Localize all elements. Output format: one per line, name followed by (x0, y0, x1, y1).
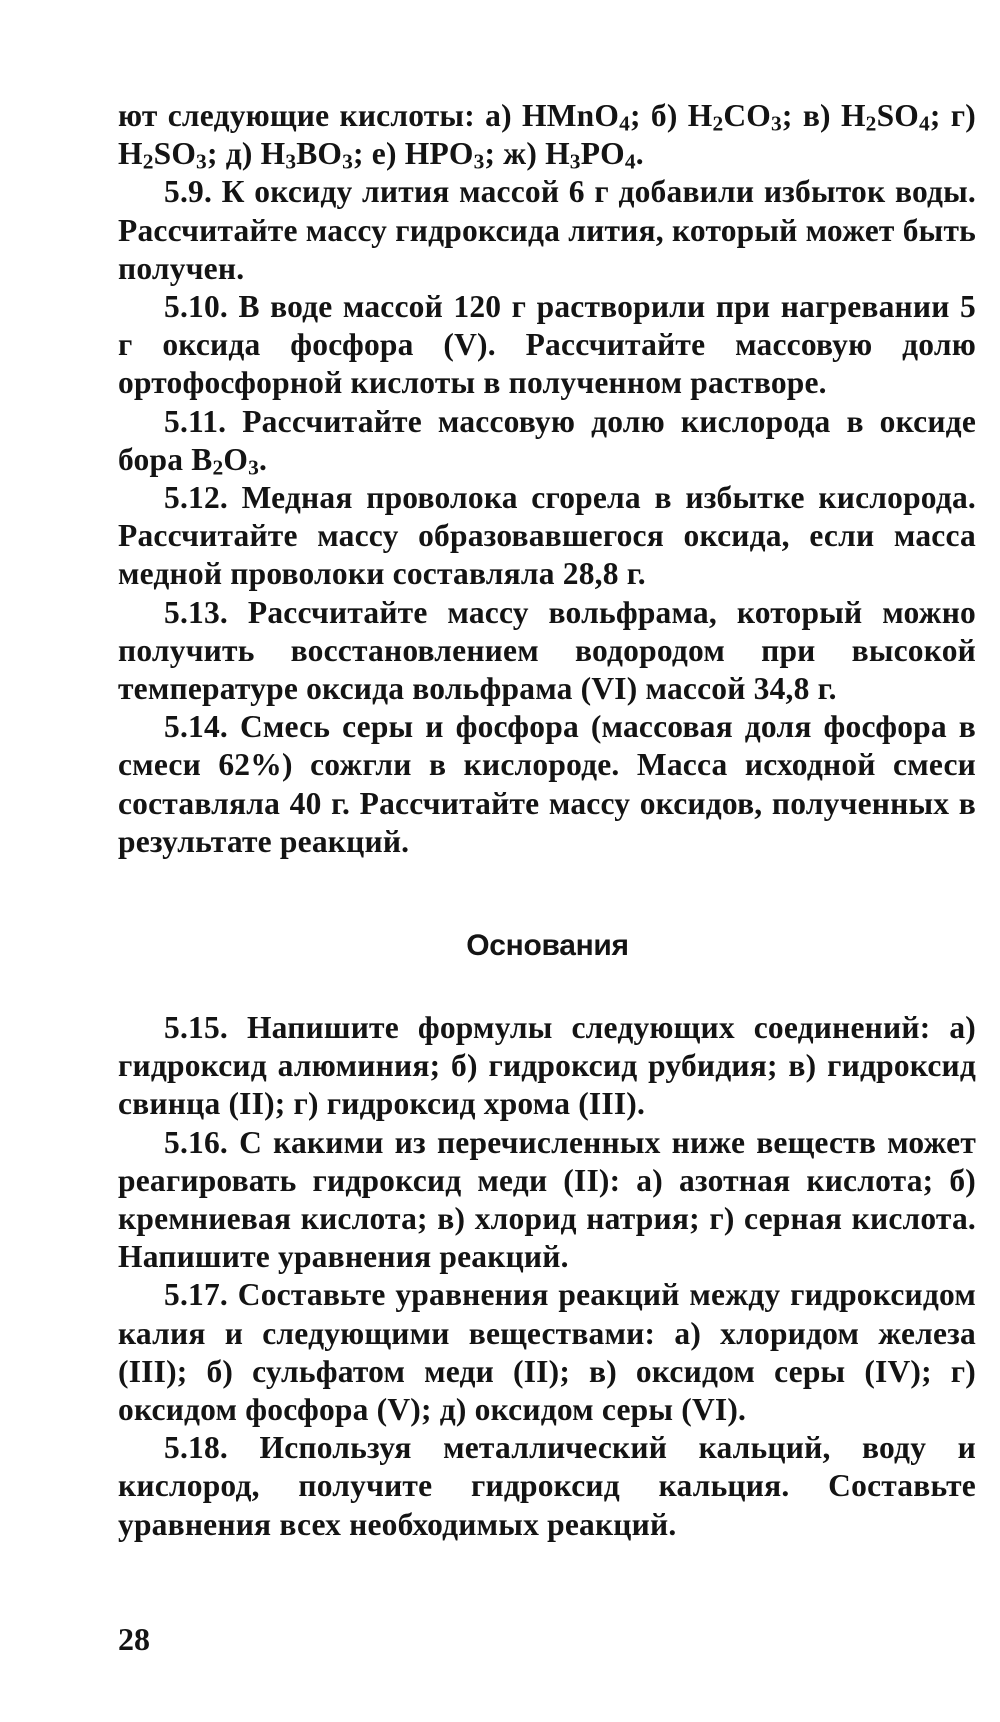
problem-text: Напишите формулы следующих соединений: а) гидроксид алюминия; б) гидроксид рубидия; в) гидроксид свинца (II); г) гидроксид хрома (III). (118, 1010, 976, 1122)
problem-text: Рассчитайте массовую долю кислорода в оксиде бора B (118, 403, 976, 477)
problem-5-13 (118, 594, 976, 709)
problem-number: 5.11. (164, 403, 227, 439)
problem-5-17 (118, 1276, 976, 1429)
problem-number: 5.17. (164, 1277, 228, 1313)
page-number: 28 (118, 1621, 150, 1657)
problem-5-15 (118, 1009, 976, 1124)
problem-number: 5.15. (164, 1010, 228, 1045)
problem-5-14 (118, 708, 976, 861)
problem-text: С какими из перечисленных ниже веществ может реагировать гидроксид меди (II): а) азотная кислота; б) кремниевая кислота; в) хлорид натрия; г) серная кислота. Напишите уравнения реакций. (118, 1124, 976, 1275)
top-text-block (118, 97, 976, 861)
problem-5-18 (118, 1429, 976, 1544)
problem-5-10 (118, 288, 976, 403)
problem-number: 5.12. (164, 480, 228, 516)
problem-text: Используя металлический кальций, воду и кислород, получите гидроксид кальция. Составьте уравнения всех необходимых реакций. (118, 1430, 976, 1542)
problem-number: 5.16. (164, 1124, 228, 1160)
problem-5-11: 5.11. Рассчитайте массовую долю кислорода в оксиде бора $B_2O_3$. (118, 403, 976, 480)
problem-text: Составьте уравнения реакций между гидроксидом калия и следующими веществами: а) хлоридом железа (III); б) сульфатом меди (II); в) оксидом серы (IV); г) оксидом фосфора (V); д) оксидом серы (VI). (118, 1277, 976, 1428)
problem-number: 5.10. (164, 289, 228, 325)
problem-number: 5.9. (164, 174, 213, 210)
problem-text: К оксиду лития массой 6 г добавили избыток воды. Рассчитайте массу гидроксида лития, который может быть получен. (118, 174, 976, 286)
problem-5-12 (118, 479, 976, 594)
problem-text: В воде массой 120 г растворили при нагревании 5 г оксида фосфора (V). Рассчитайте массовую долю ортофосфорной кислоты в полученном растворе. (118, 289, 976, 401)
continued-paragraph: ют следующие кислоты: а) HMnO$_4$; б) $H_2CO_3$; в) $H_2SO_4$; г) $H_2SO_3$; д) $H_3BO_3$; е) $HPO_3$; ж) $H_3PO_4$. (118, 98, 976, 174)
problem-number: 5.18. (164, 1430, 228, 1466)
problem-5-16 (118, 1124, 976, 1277)
problem-text: Смесь серы и фосфора (массовая доля фосфора в смеси 62%) сожгли в кислороде. Масса исходной смеси составляла 40 г. Рассчитайте массу оксидов, полученных в результате реакций. (118, 709, 976, 859)
section-heading: Основания (466, 929, 629, 962)
problem-number: 5.14. (164, 709, 228, 745)
bottom-text-block (118, 1009, 976, 1544)
problem-text: Рассчитайте массу вольфрама, который можно получить восстановлением водородом при высокой температуре оксида вольфрама (VI) массой 34,8 г. (118, 594, 976, 707)
problem-number: 5.13. (164, 594, 228, 630)
problem-5-9 (118, 173, 976, 288)
problem-text: Медная проволока сгорела в избытке кислорода. Рассчитайте массу образовавшегося оксида, если масса медной проволоки составляла 28,8 г. (118, 480, 976, 592)
